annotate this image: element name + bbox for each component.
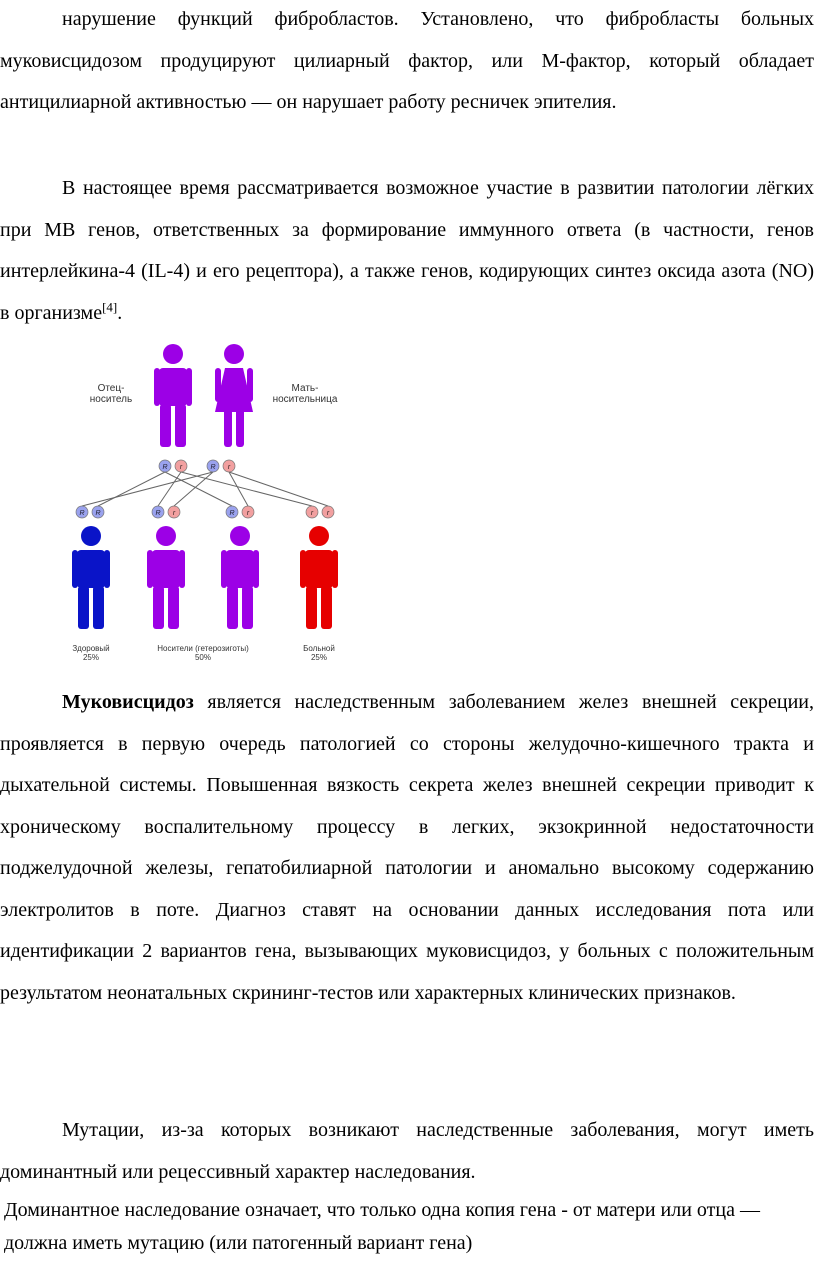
paragraph-fibroblasts-text: нарушение функций фибробластов. Установлено, что фибробласты больных муковисцидозом продуцируют цилиарный фактор, или М-фактор, который обладает антицилиарной активностью — он нарушает работу ресничек эпителия. [0,8,814,113]
child2-allele-2-text: r [172,510,176,517]
paragraph-dominant-text: Доминантное наследование означает, что только одна копия гена - от матери или отца — должна иметь мутацию (или патогенный вариант гена) [4,1199,760,1254]
paragraph-genes [0,168,814,334]
child1-allele-2-text: R [95,510,101,517]
child4-allele-1-text: r [310,510,314,517]
parent-alleles [159,460,235,472]
father-allele-dominant-text: R [162,464,168,471]
paragraph-mutations-text: Мутации, из-за которых возникают наследственные заболевания, могут иметь доминантный или рецессивный характер наследования. [0,1119,814,1183]
paragraph-genes-end: . [117,301,123,324]
paragraph-mucoviscidosis-text: является наследственным заболеванием желез внешней секреции, проявляется в первую очередь патологией со стороны желудочно-кишечного тракта и дыхательной системы. Повышенная вязкость секрета желез внешней секреции приводит к хроническому воспалительному процессу в легких, экзокринной недостаточности поджелудочной железы, гепатобилиарной патологии и аномально высокому содержанию электролитов в поте. Диагноз ставят на основании данных исследования пота или идентификации 2 вариантов гена, вызывающих муковисцидоз, у больных с положительным результатом неонатальных скрининг-тестов или характерных клинических признаков. [0,691,814,1004]
citation-reference[interactable]: [4] [102,298,118,314]
carriers-label: Носители (гетерозиготы) [157,644,249,653]
child3-allele-1-text: R [229,510,235,517]
child1-allele-1-text: R [79,510,85,517]
mother-allele-recessive-text: r [227,464,231,471]
father-allele-recessive-text: r [179,464,183,471]
mother-label-line1: Мать- [291,383,319,394]
healthy-label: Здоровый [72,644,110,653]
carriers-percent: 50% [194,653,212,662]
child3-allele-2-text: r [246,510,250,517]
child4-allele-2-text: r [326,510,330,517]
sick-percent: 25% [310,653,328,662]
paragraph-dominant [4,1194,816,1260]
child-healthy-figure [72,526,110,629]
father-figure [154,344,192,447]
father-label-line1: Отец- [97,383,125,394]
mother-label-line2: носительница [272,394,338,405]
father-label-line2: носитель [89,394,133,405]
paragraph-mutations [0,1110,814,1193]
inheritance-diagram [60,335,360,670]
child-sick-figure [300,526,338,629]
mother-figure [215,344,253,447]
paragraph-genes-text: В настоящее время рассматривается возможное участие в развитии патологии лёгких при МВ генов, ответственных за формирование иммунного ответа (в частности, генов интерлейкина-4 (IL-4) и его рецептора), а также генов, кодирующих синтез оксида азота (NO) в организме [0,177,814,324]
paragraph-mucoviscidosis [0,682,814,1014]
sick-label: Больной [303,644,335,653]
term-mucoviscidosis: Муковисцидоз [62,691,194,713]
child2-allele-1-text: R [155,510,161,517]
child-carrier-figure-2 [221,526,259,629]
paragraph-fibroblasts [0,0,814,124]
inheritance-lines [82,472,328,506]
healthy-percent: 25% [82,653,100,662]
child-carrier-figure-1 [147,526,185,629]
child-alleles [76,506,334,518]
mother-allele-dominant-text: R [210,464,216,471]
